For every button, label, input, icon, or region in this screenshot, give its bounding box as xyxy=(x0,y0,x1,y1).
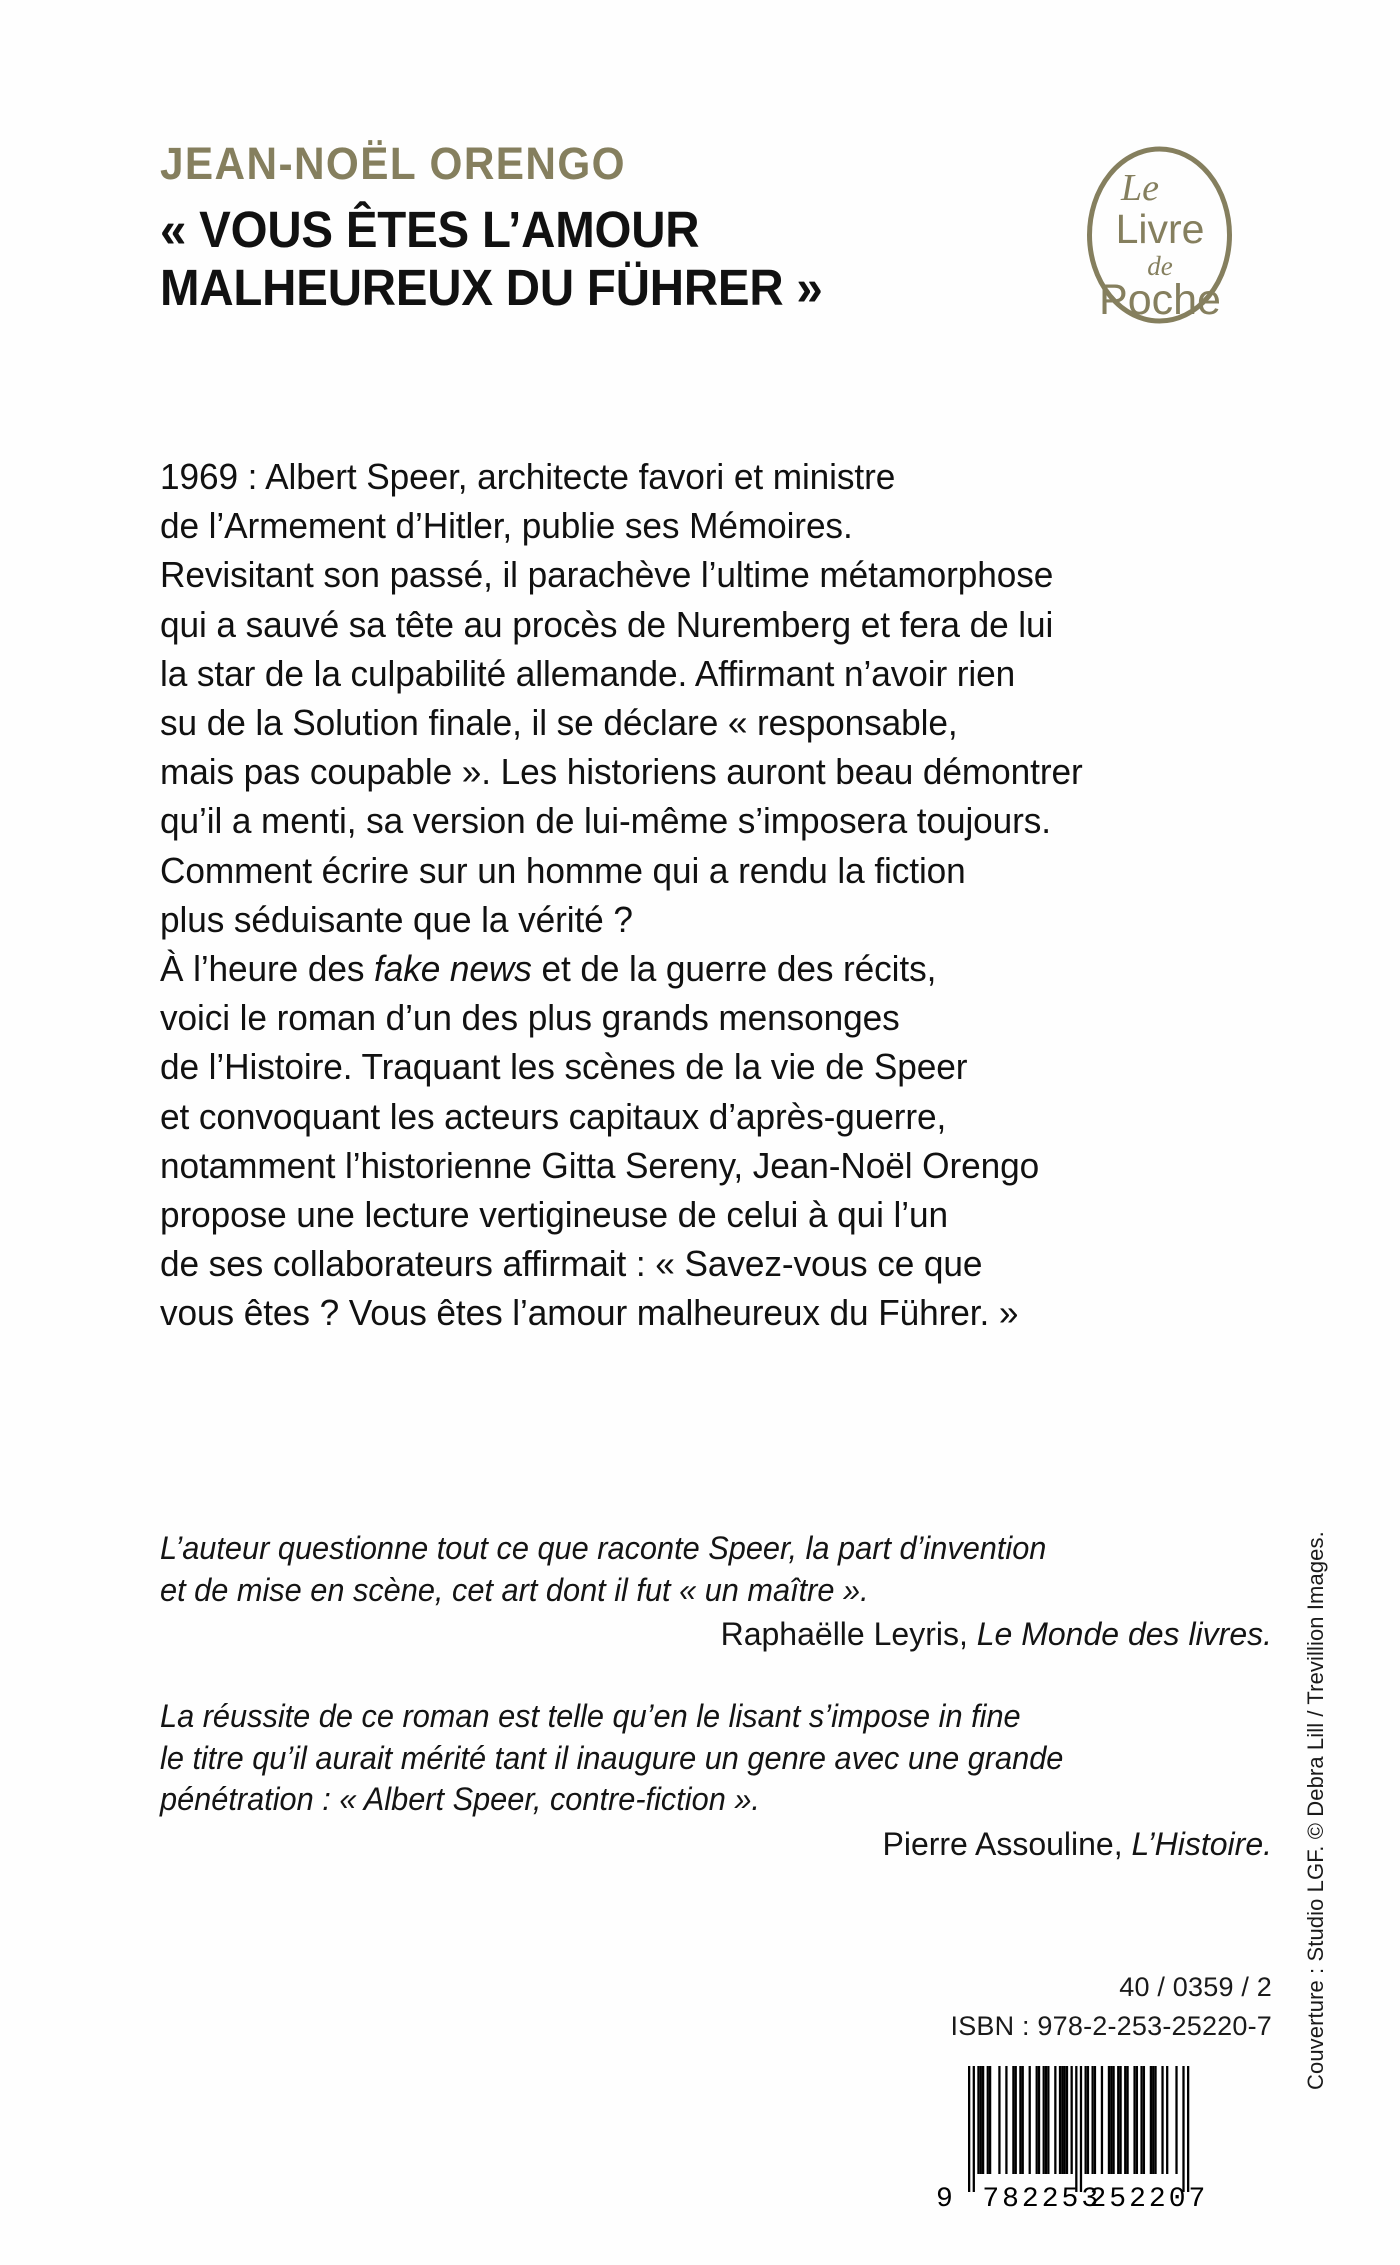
review-2-attribution xyxy=(160,1823,1280,1866)
blurb-run: 1969 : Albert Speer, architecte favori et ministre xyxy=(160,456,896,497)
blurb-emphasis: fake news xyxy=(374,948,532,990)
blurb-line-15 xyxy=(160,1141,1241,1190)
review-quotes xyxy=(160,1528,1280,1906)
blurb-line-4 xyxy=(160,600,1241,649)
blurb-run: propose une lecture vertigineuse de celui à qui l’un xyxy=(160,1194,949,1236)
blurb-run: de l’Histoire. Traquant les scènes de la vie de Speer xyxy=(160,1046,968,1088)
ean13-barcode xyxy=(930,2060,1240,2220)
review-2-line-3: pénétration : « Albert Speer, contre-fiction ». xyxy=(160,1781,760,1817)
blurb-line-5 xyxy=(160,649,1241,698)
blurb-line-3 xyxy=(160,550,1241,599)
blurb-run: qu’il a menti, sa version de lui-même s’imposera toujours. xyxy=(160,800,1051,842)
cover-credit: Couverture : Studio LGF. © Debra Lill / Trevillion Images. xyxy=(1303,1531,1328,2090)
review-1-line-1: L’auteur questionne tout ce que raconte Speer, la part d’invention xyxy=(160,1530,1047,1566)
blurb-run: su de la Solution finale, il se déclare « responsable, xyxy=(160,702,958,744)
review-1-attribution xyxy=(160,1613,1280,1656)
book-title-line-2: MALHEUREUX DU FÜHRER » xyxy=(160,258,823,316)
review-quote-1 xyxy=(160,1528,1280,1656)
barcode-left-group: 782253 xyxy=(982,2184,1102,2215)
blurb-run: de ses collaborateurs affirmait : « Savez-vous ce que xyxy=(160,1243,983,1285)
review-2-line-1: La réussite de ce roman est telle qu’en le lisant s’impose in fine xyxy=(160,1698,1021,1734)
blurb-line-18 xyxy=(160,1288,1241,1337)
book-title xyxy=(160,201,997,316)
blurb-line-11 xyxy=(160,944,1241,993)
review-1-line-2: et de mise en scène, cet art dont il fut « un maître ». xyxy=(160,1571,869,1608)
blurb-line-2 xyxy=(160,501,1241,550)
blurb-run: qui a sauvé sa tête au procès de Nuremberg et fera de lui xyxy=(160,603,1054,645)
logo-text-livre: Livre xyxy=(1115,206,1205,252)
blurb-run: plus séduisante que la vérité ? xyxy=(160,898,633,940)
blurb-run: Revisitant son passé, il parachève l’ultime métamorphose xyxy=(160,554,1054,596)
blurb-run: notamment l’historienne Gitta Sereny, Jean-Noël Orengo xyxy=(160,1144,1040,1186)
review-critic-name: Pierre Assouline, xyxy=(882,1825,1132,1862)
reference-codes xyxy=(951,1968,1273,2046)
blurb-run: Comment écrire sur un homme qui a rendu la fiction xyxy=(160,849,966,891)
blurb-line-13 xyxy=(160,1042,1241,1091)
barcode-lead-digit: 9 xyxy=(936,2184,956,2215)
blurb-line-16 xyxy=(160,1190,1241,1239)
catalogue-code: 40 / 0359 / 2 xyxy=(1119,1972,1272,2002)
barcode-right-group: 252207 xyxy=(1089,2184,1209,2215)
logo-text-le: Le xyxy=(1121,167,1159,209)
blurb-line-10 xyxy=(160,895,1241,944)
review-publication-name: L’Histoire. xyxy=(1131,1825,1272,1862)
cover-header xyxy=(160,140,1060,317)
author-name: JEAN-NOËL ORENGO xyxy=(160,138,626,189)
blurb-line-7 xyxy=(160,747,1241,796)
blurb-line-17 xyxy=(160,1239,1241,1288)
blurb-run: vous êtes ? Vous êtes l’amour malheureux du Führer. » xyxy=(160,1292,1019,1334)
blurb-line-9 xyxy=(160,846,1241,895)
blurb-run: À l’heure des xyxy=(160,948,375,990)
review-publication-name: Le Monde des livres. xyxy=(976,1616,1272,1652)
blurb-run: et de la guerre des récits, xyxy=(531,948,937,990)
blurb-text xyxy=(160,452,1280,1338)
publisher-logo xyxy=(1082,144,1237,326)
review-critic-name: Raphaëlle Leyris, xyxy=(720,1616,977,1652)
logo-text-de: de xyxy=(1147,251,1173,281)
blurb-line-12 xyxy=(160,993,1241,1042)
blurb-line-6 xyxy=(160,698,1241,747)
blurb-line-1 xyxy=(160,452,1241,501)
blurb-line-14 xyxy=(160,1092,1241,1141)
review-quote-2 xyxy=(160,1696,1280,1866)
book-title-line-1: « VOUS ÊTES L’AMOUR xyxy=(160,201,700,259)
isbn-code: ISBN : 978-2-253-25220-7 xyxy=(950,2011,1272,2041)
review-2-line-2: le titre qu’il aurait mérité tant il inaugure un genre avec une grande xyxy=(160,1739,1064,1776)
logo-text-poche: Poche xyxy=(1099,276,1221,324)
blurb-run: et convoquant les acteurs capitaux d’après-guerre, xyxy=(160,1095,947,1137)
blurb-run: de l’Armement d’Hitler, publie ses Mémoires. xyxy=(160,505,853,547)
blurb-run: mais pas coupable ». Les historiens auront beau démontrer xyxy=(160,751,1083,793)
blurb-line-8 xyxy=(160,796,1241,845)
blurb-run: la star de la culpabilité allemande. Affirmant n’avoir rien xyxy=(160,652,1016,694)
blurb-run: voici le roman d’un des plus grands mensonges xyxy=(160,997,900,1039)
